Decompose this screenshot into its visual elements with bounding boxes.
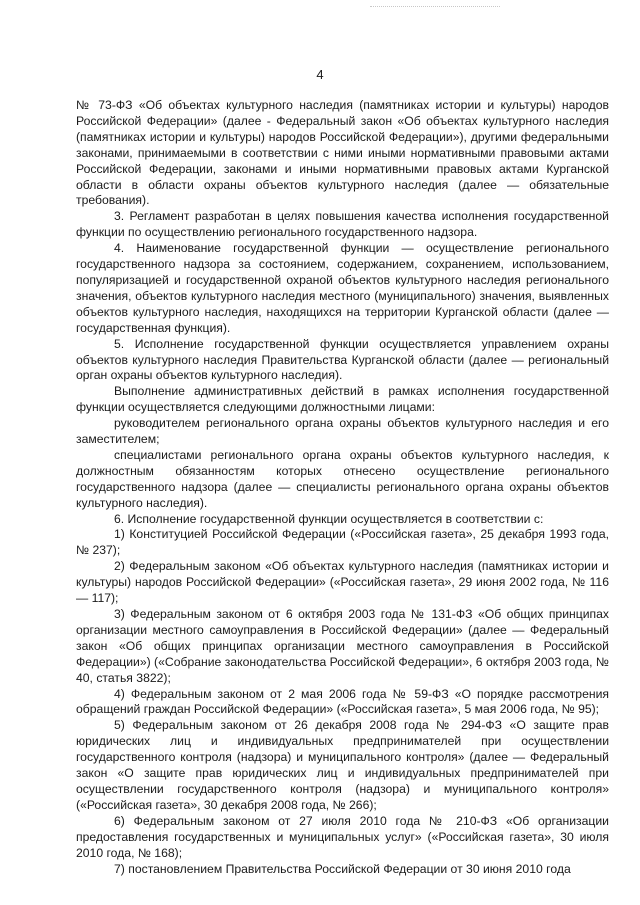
list-item-6: 6) Федеральным законом от 27 июля 2010 года № 210-ФЗ «Об организации предоставления государственных и муниципальных услуг» («Российская газета», 30 июля 2010 года, № 168); <box>76 813 609 860</box>
list-item-4: 4) Федеральным законом от 2 мая 2006 года № 59-ФЗ «О порядке рассмотрения обращений граждан Российской Федерации» («Российская газета», 5 мая 2006 года, № 95); <box>76 686 609 717</box>
page-number: 4 <box>316 67 324 82</box>
paragraph-law-reference: № 73-ФЗ «Об объектах культурного наследия (памятниках истории и культуры) народов Российской Федерации» (далее - Федеральный закон «Об объектах культурного наследия (памятниках истории и культуры) народов Российской Федерации»), другими федеральными законами, принимаемыми в соответствии с ними иными нормативными правовыми актами Российской Федерации, законами и иными нормативными правовых актами Курганской области в области охраны объектов культурного наследия (далее — обязательные требования). <box>76 98 609 208</box>
list-item-3: 3) Федеральным законом от 6 октября 2003 года № 131-ФЗ «Об общих принципах организации местного самоуправления в Российской Федерации» (далее — Федеральный закон «Об общих принципах организации местного самоуправления в Российской Федерации») («Собрание законодательства Российской Федерации», 6 октября 2003 года, № 40, статья 3822); <box>76 607 609 685</box>
paragraph-head: руководителем регионального органа охраны объектов культурного наследия и его заместителем; <box>76 416 609 447</box>
list-item-7: 7) постановлением Правительства Российской Федерации от 30 июня 2010 года <box>114 861 571 876</box>
paragraph-3: 3. Регламент разработан в целях повышения качества исполнения государственной функции по осуществлению регионального государственного надзора. <box>76 209 609 240</box>
paragraph-6: 6. Исполнение государственной функции осуществляется в соответствии с: <box>114 511 544 526</box>
header-scan-mark <box>370 6 500 9</box>
list-item-2: 2) Федеральным законом «Об объектах культурного наследия (памятниках истории и культуры) народов Российской Федерации» («Российская газета», 29 июня 2002 года, № 116 — 117); <box>76 559 609 606</box>
paragraph-officials-intro: Выполнение административных действий в рамках исполнения государственной функции осуществляется следующими должностными лицами: <box>76 384 609 415</box>
document-body <box>76 98 609 877</box>
paragraph-specialists: специалистами регионального органа охраны объектов культурного наследия, к должностным обязанностям которых отнесено осуществление регионального государственного надзора (далее — специалисты регионального органа охраны объектов культурного наследия). <box>76 447 609 510</box>
paragraph-4: 4. Наименование государственной функции — осуществление регионального государственного надзора за состоянием, содержанием, сохранением, использованием, популяризацией и государственной охраной объектов культурного наследия регионального значения, объектов культурного наследия местного (муниципального) значения, выявленных объектов культурного наследия, находящихся на территории Курганской области (далее — государственная функция). <box>76 241 609 335</box>
list-item-5: 5) Федеральным законом от 26 декабря 2008 года № 294-ФЗ «О защите прав юридических лиц и индивидуальных предпринимателей при осуществлении государственного контроля (надзора) и муниципального контроля» (далее — Федеральный закон «О защите прав юридических лиц и индивидуальных предпринимателей при осуществлении государственного контроля (надзора) и муниципального контроля» («Российская газета», 30 декабря 2008 года, № 266); <box>76 718 609 812</box>
paragraph-5: 5. Исполнение государственной функции осуществляется управлением охраны объектов культурного наследия Правительства Курганской области (далее — региональный орган охраны объектов культурного наследия). <box>76 336 609 383</box>
list-item-1: 1) Конституцией Российской Федерации («Российская газета», 25 декабря 1993 года, № 237); <box>76 527 609 558</box>
